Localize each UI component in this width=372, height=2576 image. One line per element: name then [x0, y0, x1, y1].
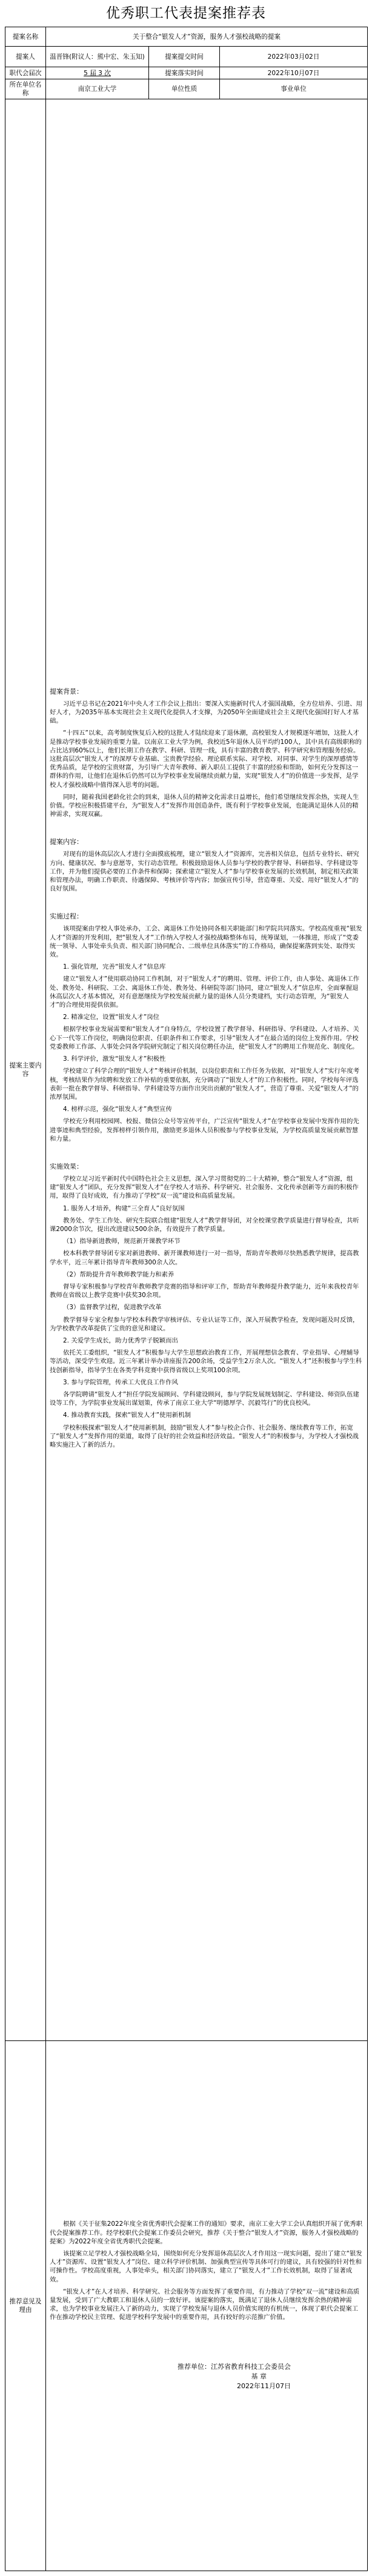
row-proposer: [5, 47, 368, 67]
result-item-text: 各学院聘请“银发人才”担任学院发展顾问、学科建设顾问，参与学院发展规划制定、学科建设、师资队伍建设等工作，为学院事业发展出谋划策，传承了南京工业大学“明德厚学、沉毅笃行”的优良校风。: [50, 1390, 359, 1407]
proposal-form-table: [5, 27, 368, 2571]
result-item-text: 督导专家积极参与学校青年教师教学竞赛的指导和评审工作，帮助青年教师提升教学能力，近年来我校青年教师在省级以上教学竞赛中获奖30余项。: [50, 1283, 359, 1300]
label-unit: 所在单位名称: [5, 79, 46, 99]
recommendation-cell: [46, 2041, 368, 2571]
row-recommendation: [5, 2041, 368, 2571]
implementation-item-text: 建立“银发人才”使用联动协同工作机制，对于“银发人才”的聘用、管理、评价工作，由人事处、离退休工作处、教务处、科研院、工会、离退休工作处、教务处、科研院等部门协同，建立“银发人才”信息库，全面掌握退休高层次人才基本情况，对有意愿继续为学校发展贡献力量的退休人员分类建档，实行动态管理，为“银发人才”的合理使用提供依据。: [50, 975, 360, 1009]
value-record-time: 2022年10月07日: [220, 67, 368, 79]
background-para: 习近平总书记在2021年中央人才工作会议上指出：要深入实施新时代人才强国战略，全方位培养、引进、用好人才，为2035年基本实现社会主义现代化提供人才支撑，为2050年全面建成社会主义现代化强国打好人才基础。: [50, 700, 363, 725]
result-item-head: 1. 服务人才培养，构建“三全育人”良好氛围: [63, 1204, 185, 1212]
recommendation-signature: [50, 2362, 364, 2372]
result-item-text: 校本科教学督导团专家对新进教师、新开课教师进行一对一指导，帮助青年教师尽快熟悉教学规律，提高教学水平，近三年累计指导青年教师300余人次。: [50, 1250, 359, 1266]
result-item-text: 依托关工委组织，“银发人才”积极参与大学生思想政治教育工作，开展理想信念教育、学业指导、心理辅导等活动，深受学生欢迎。近三年累计举办讲座报告200余场，受益学生2万余人次。“银发人才”还积极参与学生科技创新指导，指导学生在各类学科竞赛中获得省级以上奖项100余项。: [50, 1349, 362, 1374]
signature-stamp: 基 章: [251, 2372, 267, 2380]
result-item-head: 2. 关爱学生成长，助力优秀学子脱颖而出: [63, 1336, 178, 1344]
implementation-item-head: 4. 榜样示范，强化“银发人才”典型宣传: [63, 1106, 172, 1114]
value-delegation: 5 届 3 次: [46, 67, 149, 79]
label-record-time: 提案落实时间: [149, 67, 220, 79]
result-item-head: （1）指导新进教师，规范新开课教学环节: [63, 1238, 181, 1246]
page-title: 优秀职工代表提案推荐表: [106, 5, 266, 21]
implementation-item-head: 3. 科学评价，激发“银发人才”积极性: [63, 1055, 166, 1063]
signature-unit-label: 推荐单位：: [178, 2362, 211, 2371]
implementation-item-head: 1. 强化管理，完善“银发人才”信息库: [63, 963, 166, 971]
label-proposer: 提案人: [5, 47, 46, 67]
value-title: 关于整合“银发人才”资源，服务人才强校战略的提案: [46, 27, 368, 47]
recommendation-para: 根据《关于征集2022年度全省优秀职代会提案工作的通知》要求，南京工业大学工会认真组织开展了优秀职代会提案推荐工作。经学校职代会提案工作委员会研究，推荐《关于整合“银发人才”资源，服务人才强校战略的提案》为2022年度全省优秀职代会提案。: [50, 2220, 363, 2245]
implementation-title: 实施过程：: [50, 912, 83, 921]
content-para: 对现有的退休高层次人才进行全面摸底梳理，建立“银发人才”资源库，完善相关信息，包括专业特长、研究方向、健康状况、参与意愿等，实行动态管理。积极鼓励退休人员参与学校的教学督导、科研指导、学科建设等工作，并为他们提供必要的工作条件和保障；探索建立“银发人才”参与学校事业发展的长效机制，制定相关政策和管理办法，明确工作职责、待遇保障、考核评价等内容；加强宣传引导，营造尊重、关爱、用好“银发人才”的良好氛围。: [50, 851, 359, 893]
content-cell: [46, 99, 368, 2041]
label-submit-time: 提案提交时间: [149, 47, 220, 67]
label-unit-nature: 单位性质: [149, 79, 220, 99]
content-title: 提案内容：: [50, 838, 83, 846]
recommendation-para: “银发人才”在人才培养、科学研究、社会服务等方面发挥了重要作用，有力推动了学校“双一流”建设和高质量发展，受到了广大教职工和退休人员的一致好评。该提案的落实，既满足了退休人员继续发挥余热的精神需求，也为学校事业发展注入了新的动力，实现了学校发展与退休人员价值实现的有机统一，体现了职代会提案工作在推动学校民主管理、促进学校科学发展中的重要作用，具有较好的示范推广价值。: [50, 2288, 360, 2322]
background-para: “十四五”以来，高考制度恢复后入校的这批人才陆续迎来了退休潮，高校银发人才规模逐年增加，这批人才是推动学校事业发展的重要力量。以南京工业大学为例，我校近5年退休人员平均约100人，其中具有高级职称的占比达到60%以上，他们长期工作在教学、科研、管理一线，具有丰富的教育教学、科学研究和管理服务经验。这批高层次“银发人才”的深厚专业基础、宝贵教学经验、理论联系实际、对学校、对同事、对学生的深厚感情等优秀品质，是学校的宝贵财富，为引导广大青年教师、新入职员工提供了丰富的经验和帮助，如何充分发挥这一群体的作用，让他们在退休后仍然可以为学校事业发展继续贡献力量，实现“银发人才”的价值进一步发挥，是学校人才强校战略中值得深入思考的问题。: [50, 729, 362, 789]
row-unit: [5, 79, 368, 99]
signature-date: 2022年11月07日: [237, 2382, 291, 2390]
value-submit-time: 2022年03月02日: [220, 47, 368, 67]
recommendation-para: 该提案立足学校人才强校战略全局，围绕如何充分发挥退休高层次人才作用这一现实问题，提出了建立“银发人才”资源库、设置“银发人才”岗位、建立科学评价机制、加强典型宣传等具体可行的建议，具有较强的针对性和可操作性。学校高度重视，人事处牵头，相关部门协同落实，建立了“银发人才”工作长效机制，取得了显著成效。: [50, 2249, 362, 2283]
implementation-item-text: 根据学校事业发展需要和“银发人才”自身特点，学校设置了教学督导、科研指导、学科建设、人才培养、关心下一代等工作岗位，明确岗位职责、任职条件和工作要求，引导“银发人才”在最合适的岗位上发挥作用。学校党委教师工作部、人事处会同各学院研究制定了相关岗位聘任办法，使“银发人才”的聘用工作规范化、制度化。: [50, 1026, 359, 1051]
implementation-intro: 该项提案由学校人事处承办，工会、离退休工作处协同各相关职能部门和学院共同落实。学校高度重视“银发人才”资源的开发利用，把“银发人才”工作纳入学校人才强校战略整体布局，统筹谋划，一体推进，形成了“党委统一领导、人事处牵头负责、相关部门协同配合、二级单位具体落实”的工作格局，确保提案落到实处、取得实效。: [50, 925, 362, 959]
signature-unit: 江苏省教育科技工会委员会: [211, 2362, 291, 2371]
value-unit: 南京工业大学: [46, 79, 149, 99]
result-item-head: 4. 推动教育实践，探索“银发人才”使用新机制: [63, 1412, 191, 1419]
result-item-text: 教学督导专家全程参与学校本科教学审核评估、专业认证等工作，深入开展教学检查，发现问题及时反馈，为学校教学改革提供了宝贵的意见和建议。: [50, 1316, 359, 1332]
result-item-head: 3. 参与学院管理，传承工大优良工作作风: [63, 1378, 178, 1386]
row-title: [5, 27, 368, 47]
implementation-item-text: 学校建立了科学合理的“银发人才”考核评价机制，以岗位职责和工作任务为依据，对“银发人才”实行年度考核，考核结果作为续聘和发放工作补贴的重要依据，充分调动了“银发人才”的工作积极性。同时，学校每年评选表彰一批在教学督导、科研指导、学科建设等方面作出突出贡献的“银发人才”，营造了尊重、关爱“银发人才”的浓厚氛围。: [50, 1067, 360, 1101]
label-delegation: 职代会届次: [5, 67, 46, 79]
result-item-text: 教务处、学生工作处、研究生院联合组建“银发人才”教学督导团，对全校课堂教学质量进行督导检查，共听课2000余节次，提出改进建议500余条，有效提升了教学质量。: [50, 1217, 359, 1233]
result-intro: 学校立足习近平新时代中国特色社会主义思想，深入学习贯彻党的二十大精神，整合“银发人才”资源，组建“银发人才”团队，充分发挥“银发人才”在学校人才培养、科学研究、社会服务、文化传承创新等方面的积极作用，取得了良好成效，有力推动了学校“双一流”建设和高质量发展。: [50, 1175, 359, 1200]
implementation-item-text: 学校充分利用校园网、校报、微信公众号等宣传平台，广泛宣传“银发人才”在学校事业发展中发挥作用的先进事迹和典型经验，发挥榜样引领作用，激励更多退休人员积极参与学校事业发展，为学校高质量发展贡献智慧和力量。: [50, 1118, 359, 1143]
value-unit-nature: 事业单位: [220, 79, 368, 99]
result-item-text: 学校积极探索“银发人才”使用新机制，鼓励“银发人才”参与校企合作、社会服务、继续教育等工作，拓宽了“银发人才”发挥作用的渠道，取得了良好的社会效益和经济效益。“银发人才”的积极参与，为学校人才强校战略实施注入了新的活力。: [50, 1424, 359, 1449]
result-item-head: （2）帮助提升青年教师教学能力和素养: [63, 1270, 174, 1278]
row-delegation: [5, 67, 368, 79]
implementation-item-head: 2. 精准定位，设置“银发人才”岗位: [63, 1014, 160, 1021]
label-content: 提案主要内容: [5, 99, 46, 2041]
background-para: 同时，随着我国老龄化社会的到来，退休人员的精神文化需求日益增长，他们希望继续发挥余热，实现人生价值。学校应积极搭建平台，为“银发人才”发挥作用创造条件，既有利于学校事业发展，也能满足退休人员的精神需求，实现双赢。: [50, 793, 359, 818]
label-recommendation: 推荐意见及理由: [5, 2041, 46, 2571]
background-title: 提案背景：: [50, 687, 83, 695]
result-item-head: （3）监督教学过程，促进教学改革: [63, 1304, 162, 1312]
value-proposer: 温晋锋(附议人：熊中宏、朱玉知): [46, 47, 149, 67]
label-title: 提案名称: [5, 27, 46, 47]
result-title: 实施效果：: [50, 1162, 83, 1170]
row-content: [5, 99, 368, 2041]
